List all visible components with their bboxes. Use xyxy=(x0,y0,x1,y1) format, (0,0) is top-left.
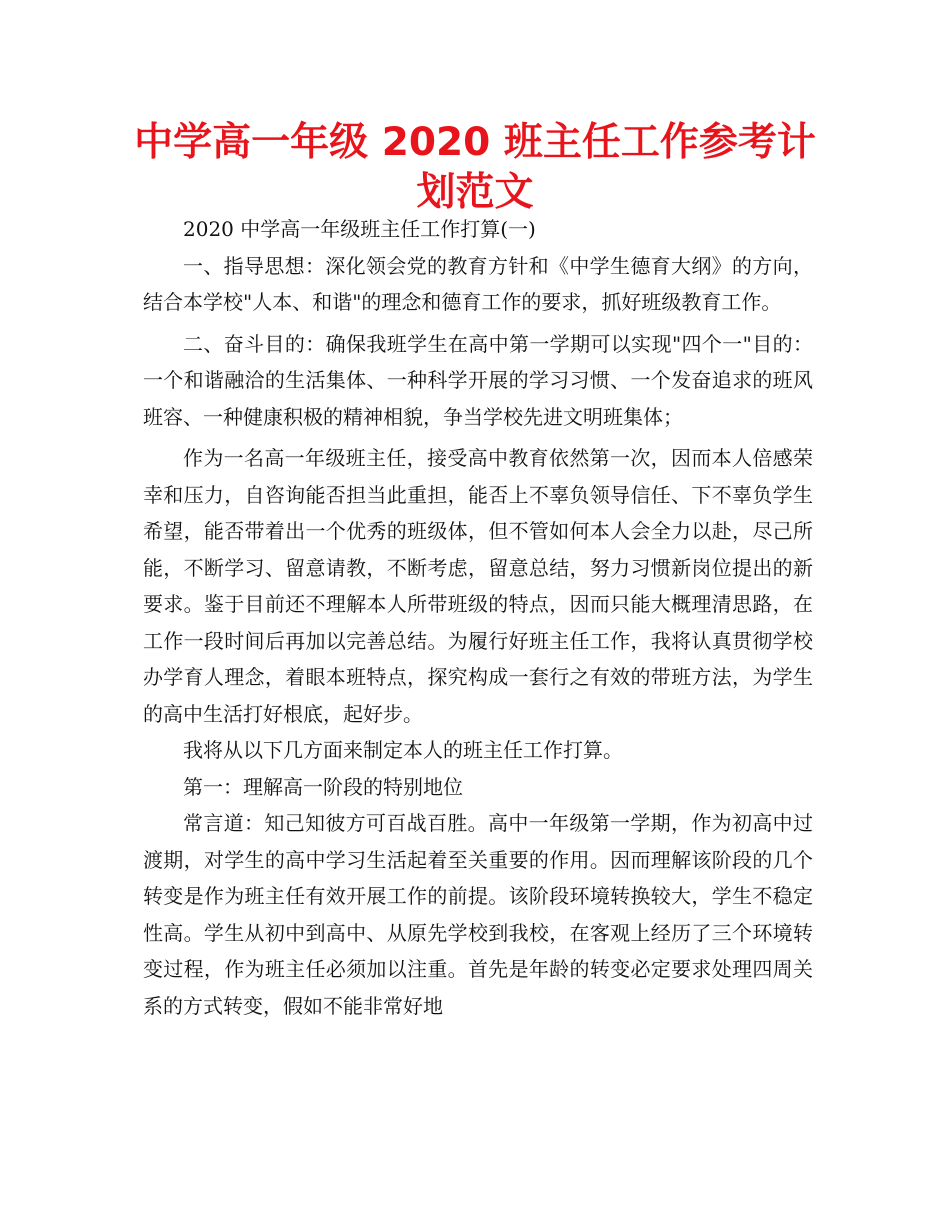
document-title: 中学高一年级 2020 班主任工作参考计划范文 xyxy=(134,120,816,215)
paragraph-plan-heading: 2020 中学高一年级班主任工作打算(一) xyxy=(183,217,536,241)
paragraph-intro: 作为一名高一年级班主任，接受高中教育依然第一次，因而本人倍感荣幸和压力，自咨询能否担当此重担，能否上不辜负领导信任、下不辜负学生希望，能否带着出一个优秀的班级体，但不管如何本人会全力以赴，尽己所能，不断学习、留意请教，不断考虑，留意总结，努力习惯新岗位提出的新要求。鉴于目前还不理解本人所带班级的特点，因而只能大概理清思路，在工作一段时间后再加以完善总结。为履行好班主任工作，我将认真贯彻学校办学育人理念，着眼本班特点，探究构成一套行之有效的带班方法，为学生的高中生活打好根底，起好步。 xyxy=(143,446,813,726)
paragraph-goals: 二、奋斗目的：确保我班学生在高中第一学期可以实现"四个一"目的：一个和谐融洽的生活集体、一种科学开展的学习习惯、一个发奋追求的班风班容、一种健康积极的精神相貌，争当学校先进文明班集体； xyxy=(143,331,813,429)
paragraph-aspects: 我将从以下几方面来制定本人的班主任工作打算。 xyxy=(183,738,623,762)
paragraph-guiding-thought: 一、指导思想：深化领会党的教育方针和《中学生德育大纲》的方向，结合本学校"人本、和谐"的理念和德育工作的要求，抓好班级教育工作。 xyxy=(143,253,813,314)
document-body xyxy=(143,211,813,1024)
paragraph-saying: 常言道：知己知彼方可百战百胜。高中一年级第一学期，作为初高中过渡期，对学生的高中学习生活起着至关重要的作用。因而理解该阶段的几个转变是作为班主任有效开展工作的前提。该阶段环境转换较大，学生不稳定性高。学生从初中到高中、从原先学校到我校，在客观上经历了三个环境转变过程，作为班主任必须加以注重。首先是年龄的转变必定要求处理四周关系的方式转变，假如不能非常好地 xyxy=(143,811,813,1018)
paragraph-section-first: 第一：理解高一阶段的特别地位 xyxy=(183,774,463,799)
